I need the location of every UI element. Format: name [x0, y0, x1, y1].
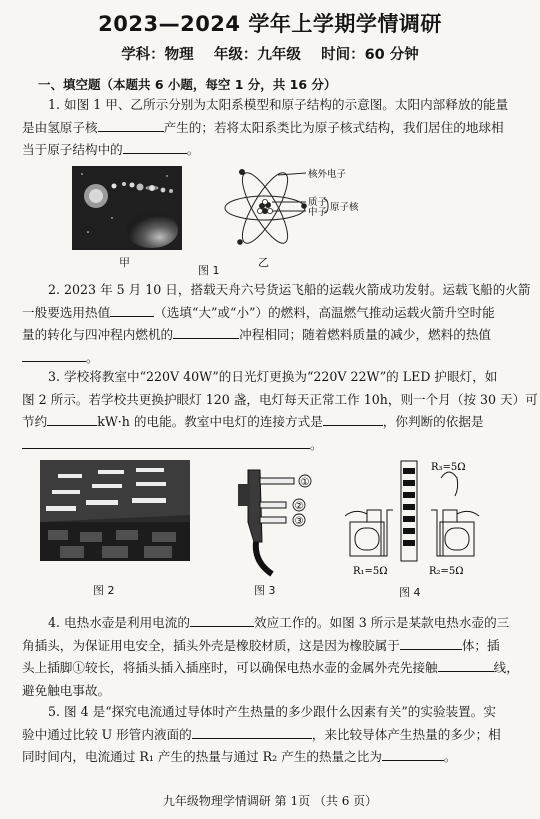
page-footer: 九年级物理学情调研 第 1页 （共 6 页） [162, 794, 378, 808]
q3-line-3: 节约 kW·h 的电能。教室中电灯的连接方式是 ，你判断的依据是 [22, 414, 484, 429]
fig1-caption: 图 1 [198, 264, 220, 277]
answer-blank[interactable] [22, 436, 310, 449]
section-heading: 一、填空题（本题共 6 小题，每空 1 分，共 16 分） [38, 77, 337, 92]
fig4-caption: 图 4 [399, 586, 421, 599]
q1-line-1: 1. 如图 1 甲、乙所示分别为太阳系模型和原子结构的示意图。太阳内部释放的能量 [48, 97, 509, 112]
question-2 [22, 279, 531, 369]
answer-blank[interactable] [192, 726, 312, 739]
nucleus-label: 原子核 [330, 202, 359, 213]
answer-blank[interactable] [47, 413, 97, 426]
classroom-photo [40, 460, 190, 561]
q2-line-4: 。 [22, 347, 510, 370]
fig1-label-jia: 甲 [119, 256, 130, 269]
question-1 [22, 94, 510, 162]
q3-line-2: 图 2 所示。若学校共更换护眼灯 120 盏，电灯每天正常工作 10h，则一个月（按 30 天）可 [22, 391, 538, 407]
question-5 [22, 701, 510, 769]
q1-line-2: 是由氢原子核 产生的；若将太阳系类比为原子核式结构，我们居住的地球相 [22, 119, 504, 135]
fig2-caption: 图 2 [93, 584, 115, 597]
answer-blank[interactable] [123, 141, 187, 154]
question-3 [22, 366, 538, 456]
q2-line-3: 量的转化与四冲程内燃机的 冲程相同；随着燃料质量的减少，燃料的热值 [22, 327, 491, 342]
atom-diagram [222, 160, 392, 260]
q4-line-3: 头上插脚①较长，将插头插入插座时，可以确保电热水壶的金属外壳先接触 线， [22, 660, 519, 675]
three-prong-plug [230, 462, 320, 577]
q4-line-4: 避免触电事故。 [22, 682, 111, 698]
pin-1-label: ① [300, 477, 310, 488]
fig1-label-yi: 乙 [258, 256, 269, 269]
question-4 [22, 612, 519, 702]
answer-blank[interactable] [438, 659, 494, 672]
q4-line-1: 4. 电热水壶是利用电流的 效应工作的。如图 3 所示是某款电热水壶的三 [48, 615, 510, 630]
exam-info: 学科：物理 年级：九年级 时间：60 分钟 [121, 47, 419, 63]
q5-line-1: 5. 图 4 是“探究电流通过导体时产生热量的多少跟什么因素有关”的实验装置。实 [48, 704, 496, 719]
q5-line-2: 验中通过比较 U 形管内液面的 ，来比较导体产生热量的多少；相 [22, 726, 501, 742]
exam-title: 2023—2024 学年上学期学情调研 [98, 12, 442, 36]
answer-blank[interactable] [22, 349, 86, 362]
q5-line-3: 同时间内，电流通过 R₁ 产生的热量与通过 R₂ 产生的热量之比为 。 [22, 749, 457, 764]
answer-blank[interactable] [382, 748, 444, 761]
q4-line-2: 角插头，为保证用电安全，插头外壳是橡胶材质，这是因为橡胶属于 体；插 [22, 637, 500, 653]
r1-label: R₁=5Ω [353, 566, 388, 577]
r3-label: R₃=5Ω [431, 462, 466, 473]
proton-label: 质子 [308, 197, 328, 208]
r2-label: R₂=5Ω [429, 566, 464, 577]
joule-heating-apparatus [345, 456, 480, 581]
solar-system-photo [72, 166, 182, 250]
answer-blank[interactable] [323, 413, 383, 426]
q2-line-1: 2. 2023 年 5 月 10 日，搭载天舟六号货运飞船的运载火箭成功发射。运载飞船的火箭 [48, 282, 531, 297]
q3-line-4: 。 [22, 434, 510, 457]
answer-blank[interactable] [110, 304, 154, 317]
pin-2-label: ② [294, 501, 304, 512]
answer-blank[interactable] [400, 637, 462, 650]
electron-label: 核外电子 [308, 169, 347, 180]
q1-line-3: 当于原子结构中的 。 [22, 142, 200, 157]
fig3-caption: 图 3 [254, 584, 276, 597]
answer-blank[interactable] [98, 119, 164, 132]
neutron-label: 中子 [308, 207, 328, 218]
answer-blank[interactable] [173, 326, 239, 339]
answer-blank[interactable] [190, 614, 254, 627]
q3-line-1: 3. 学校将教室中“220V 40W”的日光灯更换为“220V 22W”的 LED 护眼灯，如 [48, 369, 498, 384]
pin-3-label: ③ [294, 516, 304, 527]
q2-line-2: 一般要选用热值 （选填“大”或“小”）的燃料，高温燃气推动运载火箭升空时能 [22, 304, 495, 320]
